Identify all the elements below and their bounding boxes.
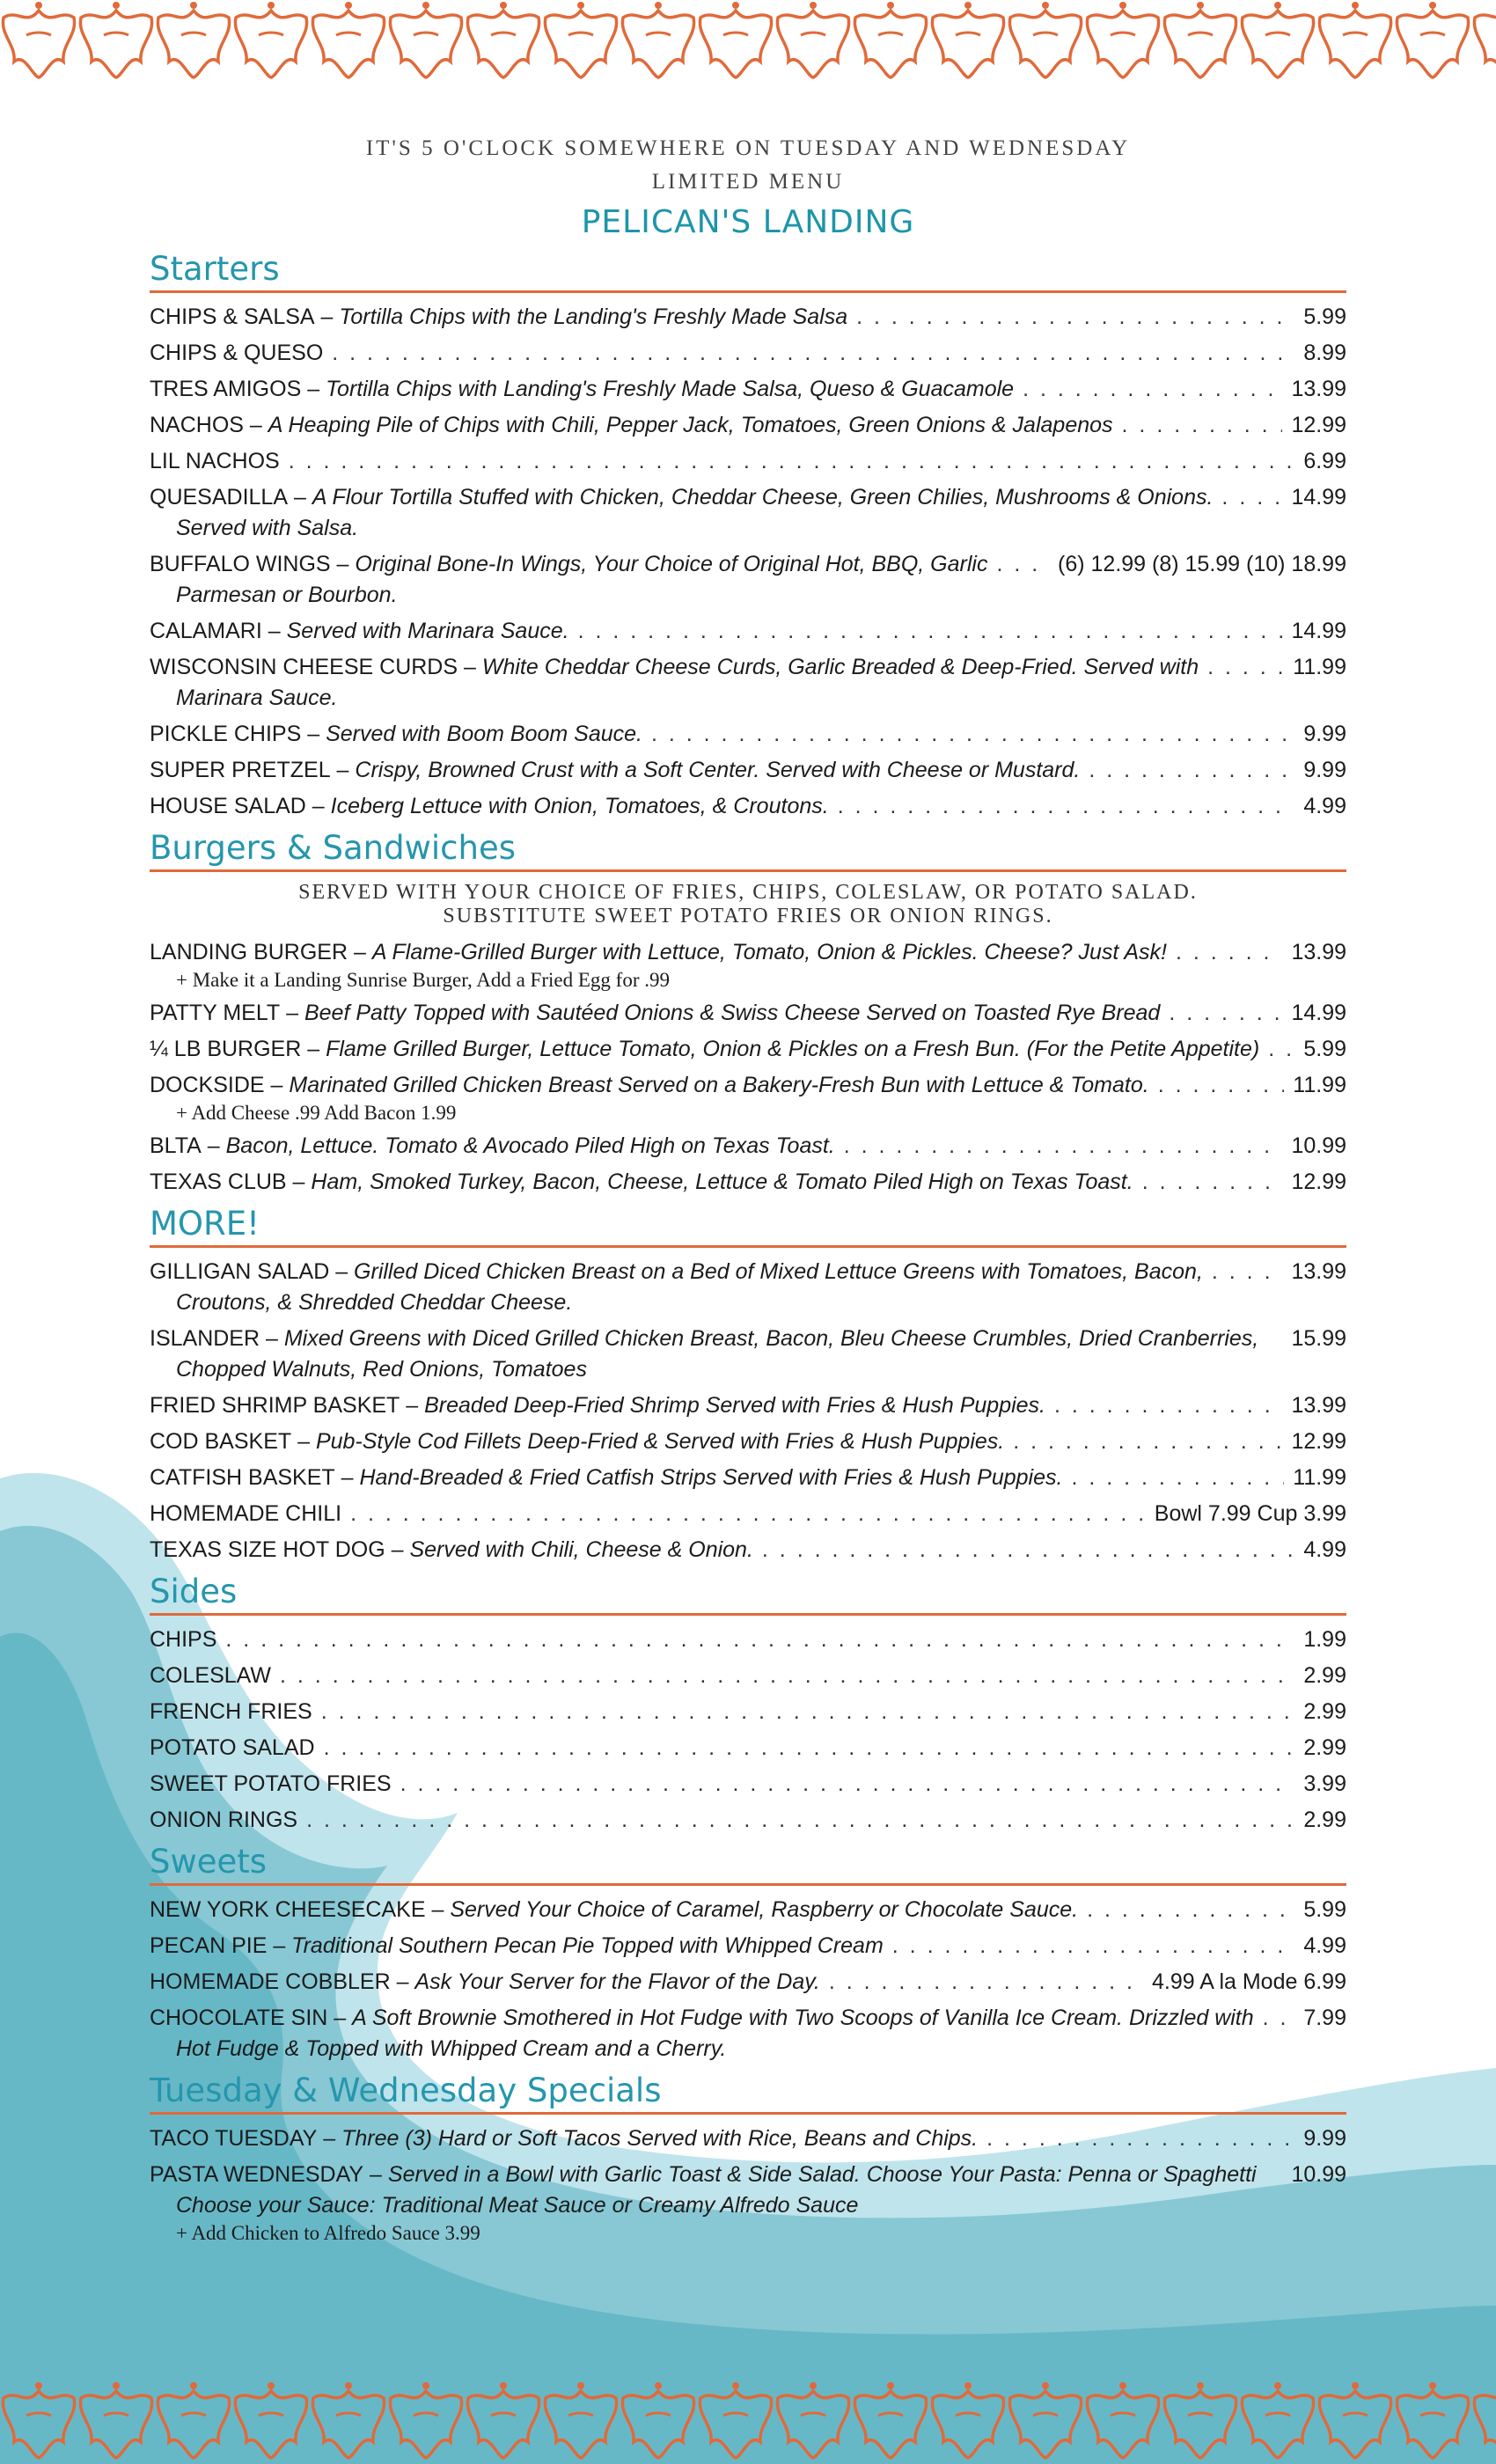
dot-leader xyxy=(400,1769,1295,1800)
item-description: Served with Boom Boom Sauce. xyxy=(326,722,642,746)
menu-item-row xyxy=(150,1967,1346,1998)
item-name: COLESLAW xyxy=(150,1663,272,1688)
menu-item-row xyxy=(150,719,1346,750)
section-title-starters: Starters xyxy=(150,248,1346,293)
item-name: ¼ LB BURGER xyxy=(150,1037,302,1061)
item-description-continued: Parmesan or Bourbon. xyxy=(176,583,398,607)
dot-leader xyxy=(1023,374,1282,405)
item-price: 2.99 xyxy=(1303,1808,1346,1832)
item-separator: – xyxy=(261,619,287,643)
burgers-note-line2: SUBSTITUTE SWEET POTATO FRIES OR ONION RINGS. xyxy=(443,905,1053,928)
menu-item-row xyxy=(150,1895,1346,1925)
item-price: 10.99 xyxy=(1291,2162,1346,2187)
menu-item-row xyxy=(150,1131,1346,1162)
menu-item xyxy=(150,1324,1346,1385)
menu-header xyxy=(0,132,1496,199)
menu-item xyxy=(150,755,1346,786)
item-description: Mixed Greens with Diced Grilled Chicken Breast, Bacon, Bleu Cheese Crumbles, Dried Cranberries, xyxy=(283,1326,1259,1351)
item-name: TEXAS SIZE HOT DOG xyxy=(150,1537,385,1562)
item-description: Original Bone-In Wings, Your Choice of Original Hot, BBQ, Garlic xyxy=(355,552,988,576)
item-name: TACO TUESDAY xyxy=(150,2126,318,2151)
item-separator: – xyxy=(425,1897,451,1922)
item-name: TRES AMIGOS xyxy=(150,377,302,401)
item-name: NEW YORK CHEESECAKE xyxy=(150,1897,426,1922)
item-separator: – xyxy=(330,758,356,782)
item-description: Flame Grilled Burger, Lettuce Tomato, Onion & Pickles on a Fresh Bun. (For the Petite Appetite) xyxy=(326,1037,1260,1061)
item-addon: + Make it a Landing Sunrise Burger, Add a Fried Egg for .99 xyxy=(176,969,670,991)
menu-item-row xyxy=(150,1426,1346,1457)
menu-item-row xyxy=(150,1805,1346,1836)
item-name: BLTA xyxy=(150,1133,202,1158)
menu-item xyxy=(150,1390,1346,1421)
menu-item xyxy=(150,1624,1346,1655)
item-price: 14.99 xyxy=(1291,485,1346,510)
menu-item xyxy=(150,1661,1346,1691)
item-name: HOUSE SALAD xyxy=(150,794,306,818)
menu-item xyxy=(150,446,1346,477)
menu-item-row xyxy=(150,302,1346,333)
item-name: FRENCH FRIES xyxy=(150,1699,312,1724)
item-price: 2.99 xyxy=(1303,1699,1346,1724)
item-price: 4.99 xyxy=(1303,794,1346,818)
menu-item xyxy=(150,302,1346,333)
section-burgers xyxy=(150,937,1346,1198)
item-separator: – xyxy=(305,794,331,818)
item-separator: – xyxy=(327,2006,353,2030)
dot-leader xyxy=(350,1499,1146,1529)
item-name: HOMEMADE CHILI xyxy=(150,1501,342,1526)
item-name: NACHOS xyxy=(150,413,244,437)
item-name: FRIED SHRIMP BASKET xyxy=(150,1393,400,1418)
dot-leader xyxy=(280,1661,1294,1691)
menu-item-row xyxy=(150,549,1346,580)
menu-item-row xyxy=(150,937,1346,968)
menu-item xyxy=(150,1931,1346,1962)
item-name: DOCKSIDE xyxy=(150,1073,265,1097)
menu-item xyxy=(150,1895,1346,1925)
section-specials xyxy=(150,2123,1346,2246)
item-price: 11.99 xyxy=(1293,1465,1346,1490)
section-sides xyxy=(150,1624,1346,1836)
dot-leader xyxy=(306,1805,1294,1836)
menu-item-row xyxy=(150,1499,1346,1529)
menu-item xyxy=(150,1167,1346,1198)
menu-item-row xyxy=(150,1697,1346,1727)
menu-item xyxy=(150,1967,1346,1998)
item-description: Bacon, Lettuce. Tomato & Avocado Piled High on Texas Toast. xyxy=(225,1133,835,1158)
item-description-continued: Hot Fudge & Topped with Whipped Cream and a Cherry. xyxy=(176,2036,727,2061)
menu-item-row xyxy=(150,446,1346,477)
item-separator: – xyxy=(348,940,372,964)
item-name: CALAMARI xyxy=(150,619,262,643)
menu-item-row xyxy=(150,2160,1346,2190)
burgers-note-line1: SERVED WITH YOUR CHOICE OF FRIES, CHIPS, COLESLAW, OR POTATO SALAD. xyxy=(298,881,1198,904)
dot-leader xyxy=(1207,652,1284,683)
section-note-burgers xyxy=(150,881,1346,928)
decorative-border-top xyxy=(0,0,1496,84)
menu-item xyxy=(150,1426,1346,1457)
restaurant-name: PELICAN'S LANDING xyxy=(581,204,915,240)
dot-leader xyxy=(1142,1167,1283,1198)
item-description-continued: Croutons, & Shredded Cheddar Cheese. xyxy=(176,1290,573,1315)
item-description: Served with Chili, Cheese & Onion. xyxy=(409,1537,753,1562)
item-price: 3.99 xyxy=(1303,1771,1346,1796)
item-name: LIL NACHOS xyxy=(150,449,280,473)
item-description: Tortilla Chips with the Landing's Freshly Made Salsa xyxy=(339,304,848,329)
item-description: Ham, Smoked Turkey, Bacon, Cheese, Lettuce & Tomato Piled High on Texas Toast. xyxy=(311,1170,1133,1194)
item-name: ONION RINGS xyxy=(150,1808,298,1832)
item-separator: – xyxy=(330,552,356,576)
menu-item xyxy=(150,998,1346,1029)
menu-item-row xyxy=(150,410,1346,441)
item-addon: + Add Chicken to Alfredo Sauce 3.99 xyxy=(176,2222,480,2244)
item-name: SWEET POTATO FRIES xyxy=(150,1771,392,1796)
item-description: Marinated Grilled Chicken Breast Served on a Bakery-Fresh Bun with Lettuce & Tomato. xyxy=(289,1073,1149,1097)
item-separator: – xyxy=(201,1133,226,1158)
item-price: 5.99 xyxy=(1303,1897,1346,1922)
item-price: 12.99 xyxy=(1291,1429,1346,1454)
dot-leader xyxy=(324,1733,1295,1764)
dot-leader xyxy=(892,1931,1295,1962)
decorative-border-bottom xyxy=(0,2380,1496,2464)
item-name: QUESADILLA xyxy=(150,485,289,510)
dot-leader xyxy=(289,446,1295,477)
item-price: Bowl 7.99 Cup 3.99 xyxy=(1154,1501,1346,1526)
item-description: Pub-Style Cod Fillets Deep-Fried & Served with Fries & Hush Puppies. xyxy=(315,1429,1005,1454)
menu-item-row xyxy=(150,1034,1346,1065)
item-description: Served Your Choice of Caramel, Raspberry or Chocolate Sauce. xyxy=(450,1897,1079,1922)
menu-item xyxy=(150,1805,1346,1836)
item-separator: – xyxy=(458,655,482,679)
item-name: PASTA WEDNESDAY xyxy=(150,2162,364,2187)
item-description: Grilled Diced Chicken Breast on a Bed of Mixed Lettuce Greens with Tomatoes, Bacon, xyxy=(354,1259,1203,1284)
dot-leader xyxy=(856,302,1294,333)
menu-body xyxy=(150,248,1346,2251)
item-price: 4.99 xyxy=(1303,1933,1346,1958)
item-separator: – xyxy=(329,1259,355,1284)
item-price: 10.99 xyxy=(1291,1133,1346,1158)
item-price: 6.99 xyxy=(1303,449,1346,473)
item-name: CHOCOLATE SIN xyxy=(150,2006,328,2030)
menu-item xyxy=(150,652,1346,714)
item-price: 9.99 xyxy=(1303,2126,1346,2151)
header-tagline: IT'S 5 O'CLOCK SOMEWHERE ON TUESDAY AND WEDNESDAY xyxy=(365,136,1131,160)
item-price: 7.99 xyxy=(1303,2006,1346,2030)
item-name: COD BASKET xyxy=(150,1429,292,1454)
item-separator: – xyxy=(314,304,340,329)
item-description-continued: Marinara Sauce. xyxy=(176,686,338,710)
item-separator: – xyxy=(291,1429,316,1454)
item-separator: – xyxy=(301,722,326,746)
menu-item xyxy=(150,791,1346,822)
menu-item-row xyxy=(150,1324,1346,1354)
item-description: Ask Your Server for the Flavor of the Day. xyxy=(414,1969,820,1994)
item-description: A Heaping Pile of Chips with Chili, Pepper Jack, Tomatoes, Green Onions & Jalapenos xyxy=(268,413,1113,437)
menu-item-row xyxy=(150,998,1346,1029)
dot-leader xyxy=(651,719,1294,750)
menu-item xyxy=(150,1257,1346,1318)
item-description-continued: Chopped Walnuts, Red Onions, Tomatoes xyxy=(176,1357,587,1382)
menu-item-row xyxy=(150,482,1346,513)
dot-leader xyxy=(986,2123,1294,2154)
item-separator: – xyxy=(301,377,326,401)
section-more xyxy=(150,1257,1346,1566)
menu-item xyxy=(150,1070,1346,1126)
item-separator: – xyxy=(264,1073,290,1097)
item-separator: – xyxy=(334,1465,360,1490)
item-description: Tortilla Chips with Landing's Freshly Made Salsa, Queso & Guacamole xyxy=(326,377,1015,401)
menu-item xyxy=(150,482,1346,544)
menu-item-row xyxy=(150,2123,1346,2154)
item-description: Three (3) Hard or Soft Tacos Served with Rice, Beans and Chips. xyxy=(341,2126,979,2151)
menu-item xyxy=(150,1535,1346,1566)
item-separator: – xyxy=(288,485,312,510)
menu-item-row xyxy=(150,1070,1346,1101)
menu-item-row xyxy=(150,1624,1346,1655)
menu-item-row xyxy=(150,1733,1346,1764)
item-price: 4.99 A la Mode 6.99 xyxy=(1151,1969,1346,1994)
item-separator: – xyxy=(260,1326,284,1351)
item-price: 5.99 xyxy=(1303,1037,1346,1061)
menu-item xyxy=(150,2160,1346,2246)
menu-item xyxy=(150,1769,1346,1800)
item-price: 11.99 xyxy=(1293,1073,1346,1097)
item-price: 4.99 xyxy=(1303,1537,1346,1562)
dot-leader xyxy=(225,1624,1294,1655)
section-title-burgers: Burgers & Sandwiches xyxy=(150,827,1346,872)
menu-item xyxy=(150,616,1346,647)
menu-item-row xyxy=(150,755,1346,786)
item-price: 13.99 xyxy=(1291,1259,1346,1284)
item-description: A Flour Tortilla Stuffed with Chicken, Cheddar Cheese, Green Chilies, Mushrooms & Onions. xyxy=(312,485,1214,510)
item-name: TEXAS CLUB xyxy=(150,1170,287,1194)
header-subtitle: LIMITED MENU xyxy=(651,170,845,194)
menu-item xyxy=(150,549,1346,611)
dot-leader xyxy=(762,1535,1294,1566)
item-price: 1.99 xyxy=(1303,1627,1346,1652)
item-separator: – xyxy=(301,1037,326,1061)
item-description: Hand-Breaded & Fried Catfish Strips Served with Fries & Hush Puppies. xyxy=(359,1465,1063,1490)
item-price: 13.99 xyxy=(1291,940,1346,964)
item-name: GILLIGAN SALAD xyxy=(150,1259,330,1284)
item-price: 12.99 xyxy=(1291,1170,1346,1194)
item-name: LANDING BURGER xyxy=(150,940,348,964)
dot-leader xyxy=(578,616,1283,647)
menu-item xyxy=(150,338,1346,369)
item-price: 2.99 xyxy=(1303,1663,1346,1688)
item-price: 9.99 xyxy=(1303,758,1346,782)
item-price: 13.99 xyxy=(1291,377,1346,401)
section-sweets xyxy=(150,1895,1346,2064)
menu-item-row xyxy=(150,338,1346,369)
item-name: CHIPS xyxy=(150,1627,217,1652)
item-name: PECAN PIE xyxy=(150,1933,268,1958)
menu-item xyxy=(150,410,1346,441)
dot-leader xyxy=(1268,1034,1294,1065)
menu-item xyxy=(150,1131,1346,1162)
item-separator: – xyxy=(400,1393,425,1418)
item-price: 15.99 xyxy=(1291,1326,1346,1351)
menu-item-row xyxy=(150,791,1346,822)
item-description-continued: Served with Salsa. xyxy=(176,516,359,540)
menu-item-row xyxy=(150,1257,1346,1287)
dot-leader xyxy=(1122,410,1283,441)
item-name: CATFISH BASKET xyxy=(150,1465,335,1490)
item-price: 13.99 xyxy=(1291,1393,1346,1418)
menu-item xyxy=(150,1697,1346,1727)
item-separator: – xyxy=(390,1969,415,1994)
item-name: HOMEMADE COBBLER xyxy=(150,1969,391,1994)
dot-leader xyxy=(1169,998,1282,1029)
menu-item xyxy=(150,2003,1346,2064)
item-separator: – xyxy=(286,1170,312,1194)
menu-item-row xyxy=(150,1769,1346,1800)
dot-leader xyxy=(844,1131,1283,1162)
item-price: 8.99 xyxy=(1303,341,1346,365)
menu-item xyxy=(150,2123,1346,2154)
menu-item-row xyxy=(150,1931,1346,1962)
section-title-specials: Tuesday & Wednesday Specials xyxy=(150,2070,1346,2115)
section-title-sweets: Sweets xyxy=(150,1841,1346,1886)
item-name: CHIPS & QUESO xyxy=(150,341,324,365)
item-price: 2.99 xyxy=(1303,1735,1346,1760)
item-separator: – xyxy=(267,1933,292,1958)
item-price: 9.99 xyxy=(1303,722,1346,746)
item-description: Breaded Deep-Fried Shrimp Served with Fries & Hush Puppies. xyxy=(424,1393,1045,1418)
item-name: SUPER PRETZEL xyxy=(150,758,331,782)
item-name: WISCONSIN CHEESE CURDS xyxy=(150,655,458,679)
item-price: 5.99 xyxy=(1303,304,1346,329)
menu-item xyxy=(150,1733,1346,1764)
item-description: Served in a Bowl with Garlic Toast & Side Salad. Choose Your Pasta: Penna or Spaghetti xyxy=(387,2162,1257,2187)
menu-item xyxy=(150,1463,1346,1493)
item-separator: – xyxy=(317,2126,342,2151)
item-name: ISLANDER xyxy=(150,1326,260,1351)
item-separator: – xyxy=(385,1537,410,1562)
section-starters xyxy=(150,302,1346,822)
item-name: POTATO SALAD xyxy=(150,1735,315,1760)
menu-item-row xyxy=(150,616,1346,647)
dot-leader xyxy=(829,1967,1143,1998)
item-name: CHIPS & SALSA xyxy=(150,304,315,329)
item-name: BUFFALO WINGS xyxy=(150,552,331,576)
dot-leader xyxy=(332,338,1294,369)
dot-leader xyxy=(321,1697,1295,1727)
item-description: A Soft Brownie Smothered in Hot Fudge with Two Scoops of Vanilla Ice Cream. Drizzled with xyxy=(352,2006,1254,2030)
dot-leader xyxy=(1158,1070,1285,1101)
dot-leader xyxy=(1089,755,1294,786)
menu-item xyxy=(150,1034,1346,1065)
dot-leader xyxy=(996,549,1049,580)
menu-item-row xyxy=(150,1390,1346,1421)
item-description-continued: Choose your Sauce: Traditional Meat Sauce or Creamy Alfredo Sauce xyxy=(176,2193,859,2218)
item-description: Traditional Southern Pecan Pie Topped with Whipped Cream xyxy=(291,1933,884,1958)
menu-item-row xyxy=(150,1167,1346,1198)
dot-leader xyxy=(1013,1426,1282,1457)
menu-item xyxy=(150,719,1346,750)
item-addon: + Add Cheese .99 Add Bacon 1.99 xyxy=(176,1102,457,1124)
menu-item xyxy=(150,937,1346,993)
item-description: A Flame-Grilled Burger with Lettuce, Tomato, Onion & Pickles. Cheese? Just Ask! xyxy=(371,940,1168,964)
dot-leader xyxy=(1221,482,1282,513)
item-description: White Cheddar Cheese Curds, Garlic Breaded & Deep-Fried. Served with xyxy=(481,655,1199,679)
menu-item-row xyxy=(150,1463,1346,1493)
menu-item xyxy=(150,1499,1346,1529)
menu-item-row xyxy=(150,1535,1346,1566)
dot-leader xyxy=(1263,2003,1295,2034)
dot-leader xyxy=(1176,937,1282,968)
item-description: Served with Marinara Sauce. xyxy=(286,619,569,643)
dot-leader xyxy=(838,791,1295,822)
item-separator: – xyxy=(280,1001,304,1025)
menu-item-row xyxy=(150,2003,1346,2034)
menu-item-row xyxy=(150,1661,1346,1691)
item-description: Crispy, Browned Crust with a Soft Center. Served with Cheese or Mustard. xyxy=(355,758,1081,782)
item-price: 14.99 xyxy=(1291,619,1346,643)
section-title-more: MORE! xyxy=(150,1203,1346,1248)
dot-leader xyxy=(1212,1257,1283,1287)
item-description: Iceberg Lettuce with Onion, Tomatoes, & Croutons. xyxy=(330,794,829,818)
item-description: Beef Patty Topped with Sautéed Onions & Swiss Cheese Served on Toasted Rye Bread xyxy=(304,1001,1161,1025)
item-separator: – xyxy=(363,2162,388,2187)
item-price: (6) 12.99 (8) 15.99 (10) 18.99 xyxy=(1058,552,1346,576)
item-price: 14.99 xyxy=(1291,1001,1346,1025)
item-price: 12.99 xyxy=(1291,413,1346,437)
dot-leader xyxy=(1087,1895,1294,1925)
menu-item-row xyxy=(150,374,1346,405)
section-title-sides: Sides xyxy=(150,1571,1346,1616)
item-name: PICKLE CHIPS xyxy=(150,722,302,746)
item-name: PATTY MELT xyxy=(150,1001,281,1025)
dot-leader xyxy=(1054,1390,1282,1421)
item-price: 11.99 xyxy=(1293,655,1346,679)
menu-item xyxy=(150,374,1346,405)
menu-item-row xyxy=(150,652,1346,683)
dot-leader xyxy=(1071,1463,1284,1493)
item-separator: – xyxy=(243,413,268,437)
